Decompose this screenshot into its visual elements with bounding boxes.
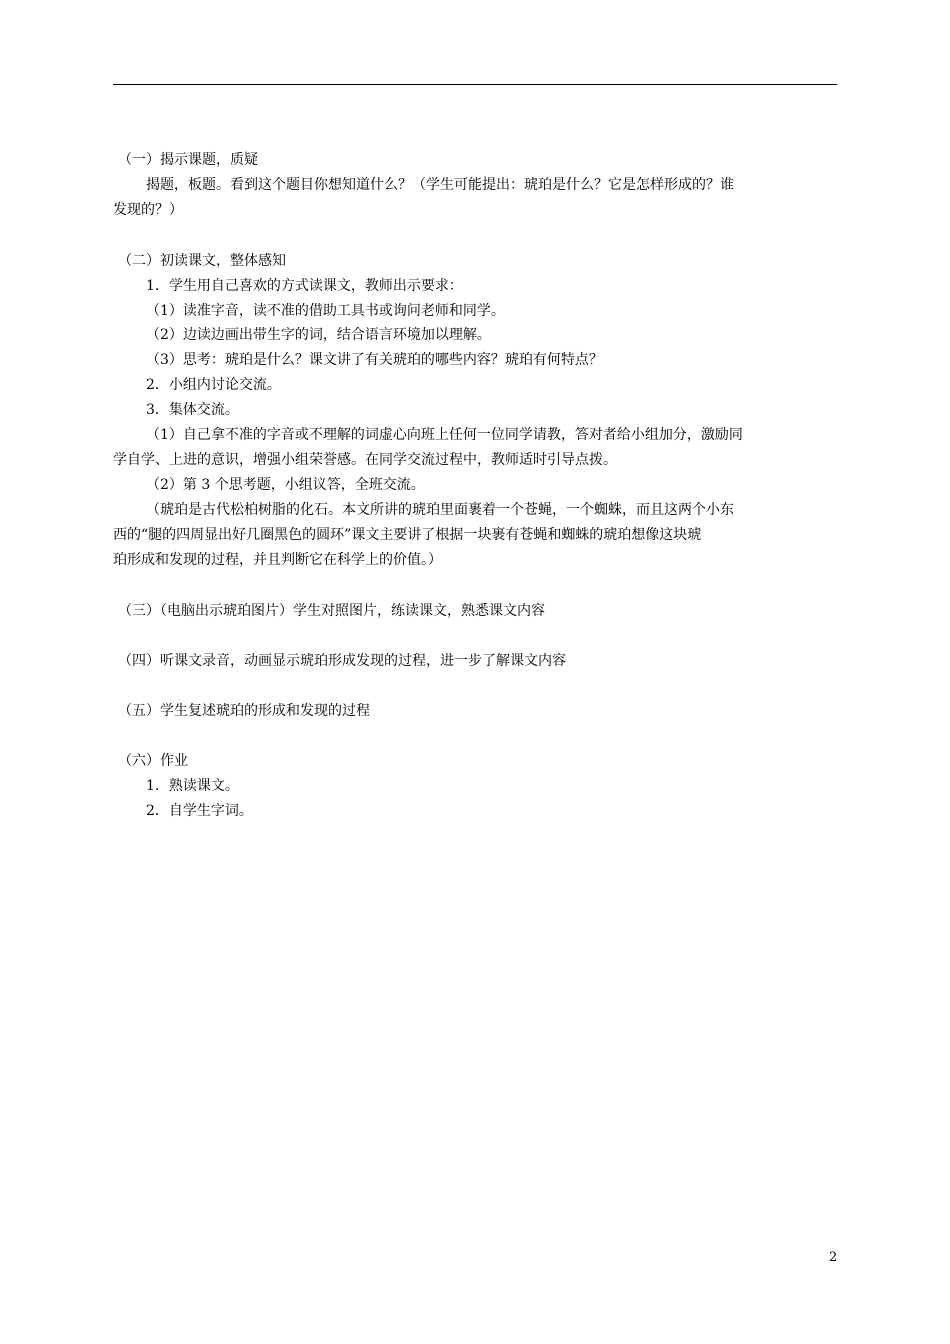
paragraph-line: 西的“腿的四周显出好几圈黑色的圆环”课文主要讲了根据一块裹有苍蝇和蜘蛛的琥珀想像这块琥 <box>113 527 702 543</box>
paragraph-line: （1）自己拿不准的字音或不理解的词虚心向班上任何一位同学请教，答对者给小组加分，激励同 <box>146 427 743 443</box>
list-item: 2．自学生字词。 <box>146 803 253 819</box>
page-number: 2 <box>829 1250 838 1265</box>
list-item: （2）边读边画出带生字的词，结合语言环境加以理解。 <box>146 327 491 343</box>
list-item: （1）读准字音，读不准的借助工具书或询问老师和同学。 <box>146 303 505 319</box>
section-1-heading: （一）揭示课题，质疑 <box>118 152 258 168</box>
paragraph-line: 学自学、上进的意识，增强小组荣誉感。在同学交流过程中，教师适时引导点拨。 <box>113 452 617 468</box>
paragraph-line: （琥珀是古代松柏树脂的化石。本文所讲的琥珀里面裹着一个苍蝇，一个蜘蛛，而且这两个小东 <box>146 502 734 518</box>
list-item: 3．集体交流。 <box>146 402 239 418</box>
paragraph-line: 揭题，板题。看到这个题目你想知道什么？（学生可能提出：琥珀是什么？它是怎样形成的？谁 <box>146 177 734 193</box>
list-item: 1．熟读课文。 <box>146 778 239 794</box>
paragraph-line: 珀形成和发现的过程，并且判断它在科学上的价值。） <box>113 552 442 568</box>
list-item: （3）思考：琥珀是什么？课文讲了有关琥珀的哪些内容？琥珀有何特点？ <box>146 352 603 368</box>
paragraph-line: 发现的？） <box>113 202 183 218</box>
section-5-heading: （五）学生复述琥珀的形成和发现的过程 <box>118 703 370 719</box>
section-3-heading: （三）（电脑出示琥珀图片）学生对照图片，练读课文，熟悉课文内容 <box>118 603 545 619</box>
section-6-heading: （六）作业 <box>118 753 188 769</box>
section-4-heading: （四）听课文录音，动画显示琥珀形成发现的过程，进一步了解课文内容 <box>118 653 566 669</box>
section-2-heading: （二）初读课文，整体感知 <box>118 253 286 269</box>
paragraph-line: （2）第 3 个思考题，小组议答，全班交流。 <box>146 477 425 493</box>
list-item: 1．学生用自己喜欢的方式读课文，教师出示要求： <box>146 278 463 294</box>
header-rule <box>113 84 837 85</box>
list-item: 2．小组内讨论交流。 <box>146 377 281 393</box>
